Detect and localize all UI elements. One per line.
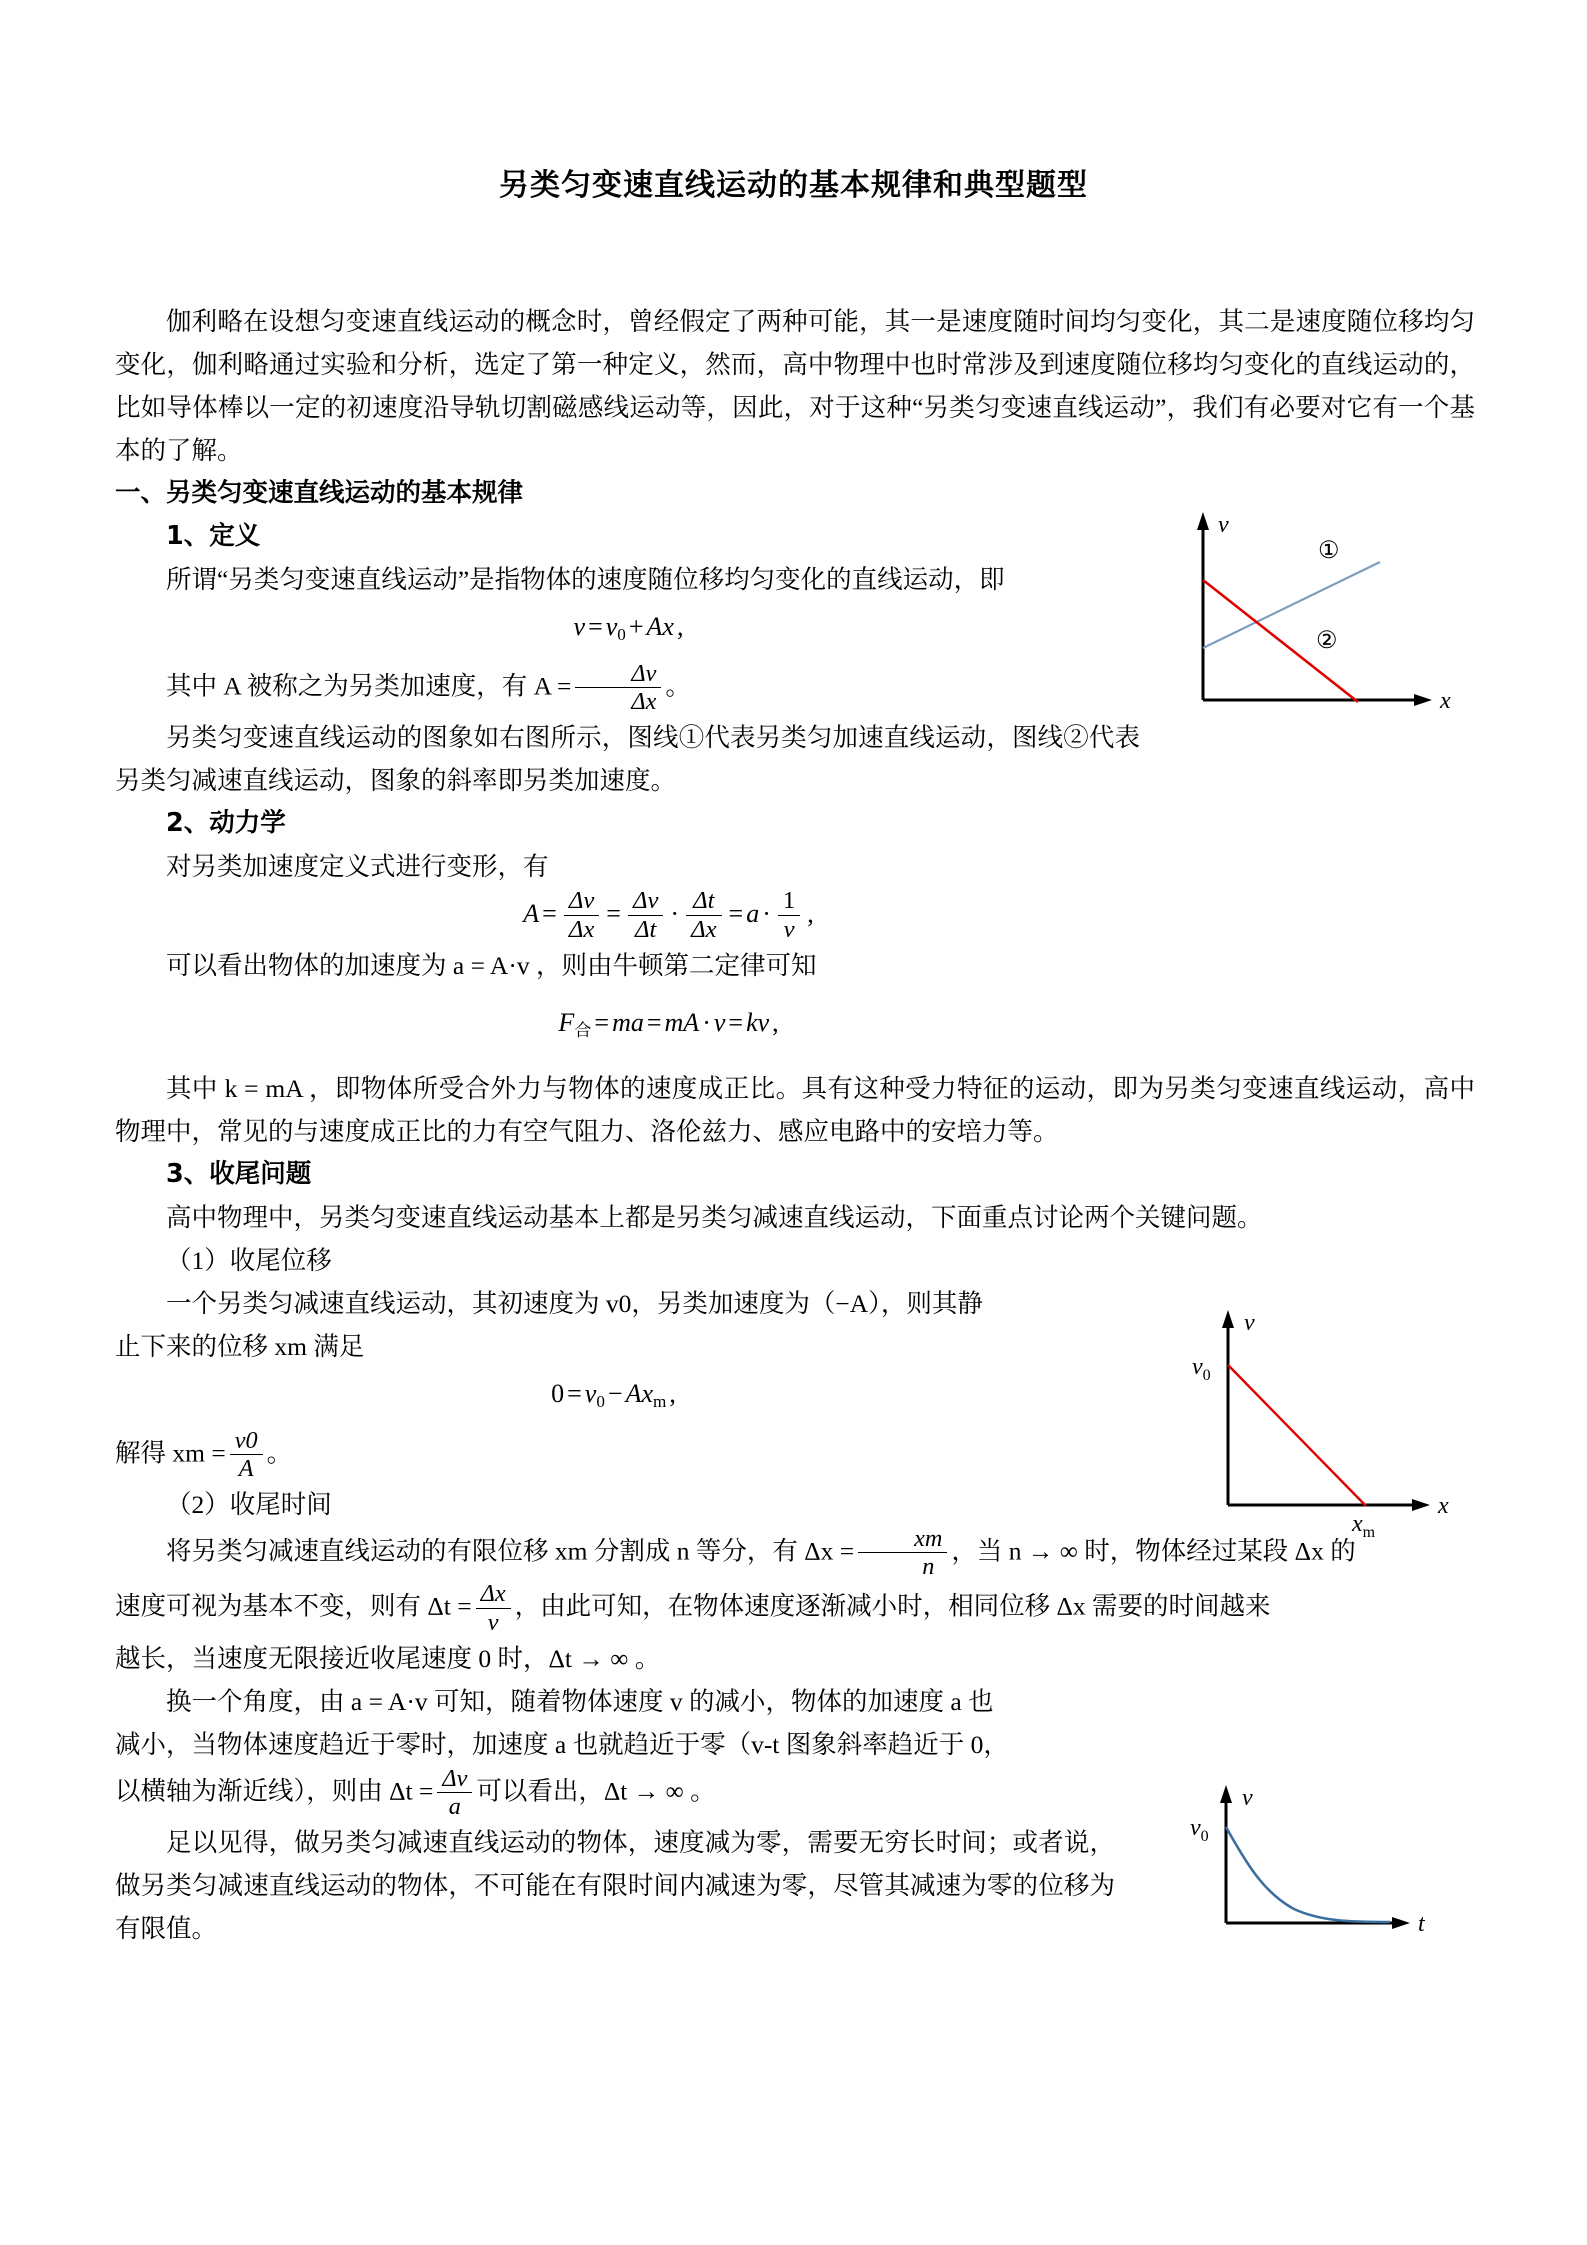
dt-text-a: 速度可视为基本不变，则有 Δt =	[115, 1591, 472, 1621]
fig2-x-axis-label: x	[1438, 1493, 1449, 1519]
fig2-y-intercept-label: $v_0$	[1192, 1354, 1211, 1384]
split-frac-numerator: xm	[914, 1525, 943, 1553]
k-paragraph: 其中 k = mA ，即物体所受合外力与物体的速度成正比。具有这种受力特征的运动，即为另类匀变速直线运动，高中物理中，常见的与速度成正比的力有空气阻力、洛伦兹力、感应电路中的安培力等。	[115, 1074, 1475, 1147]
fig1-label-curve-1: ①	[1318, 538, 1340, 564]
definition-paragraph: 所谓“另类匀变速直线运动”是指物体的速度随位移均匀变化的直线运动，即	[166, 565, 1005, 594]
equation-definition: $v = v_0 + Ax$ ,	[573, 612, 684, 644]
graph-description-paragraph: 另类匀变速直线运动的图象如右图所示，图线①代表另类匀加速直线运动，图线②代表另类匀减速直线运动，图象的斜率即另类加速度。	[115, 723, 1140, 796]
angle-text-d: 可以看出，Δt → ∞ 。	[476, 1776, 716, 1806]
figure-1-svg	[1168, 500, 1458, 714]
fig3-curve	[1226, 1827, 1390, 1922]
fig1-y-arrow	[1197, 512, 1209, 530]
fig2-x-arrow	[1412, 1499, 1430, 1511]
newton-lead-text: 可以看出物体的加速度为 a = A·v ，则由牛顿第二定律可知	[166, 951, 817, 981]
subsection-heading-terminal: 3、收尾问题	[166, 1159, 312, 1190]
accel-prefix-text: 其中 A 被称之为另类加速度，有 A =	[166, 671, 572, 701]
angle-frac-denominator: a	[448, 1792, 461, 1820]
frac-delta-v-delta-x	[575, 660, 661, 715]
fig3-y-axis-label: v	[1242, 1785, 1253, 1811]
dt-paragraph-b: 越长，当速度无限接近收尾速度 0 时，Δt → ∞ 。	[115, 1643, 661, 1673]
figure-2-svg	[1168, 1290, 1458, 1541]
frac-delta-v-over-a	[437, 1765, 472, 1820]
terminal-lead-paragraph: 高中物理中，另类匀变速直线运动基本上都是另类匀减速直线运动，下面重点讨论两个关键问题。	[166, 1203, 1263, 1233]
dynamics-lead-paragraph: 对另类加速度定义式进行变形，有	[166, 852, 549, 882]
figure-vx-two-lines	[1168, 500, 1458, 714]
accel-frac-denominator: Δx	[631, 687, 657, 715]
frac-v0-over-A	[230, 1427, 263, 1482]
fig3-x-arrow	[1392, 1917, 1410, 1929]
solution-frac-denominator: A	[238, 1455, 254, 1483]
fig1-curve-1	[1203, 562, 1380, 648]
accel-suffix-text: 。	[665, 671, 691, 701]
fig3-y-arrow	[1220, 1785, 1232, 1803]
fig1-x-axis-label: x	[1440, 688, 1451, 714]
fig2-y-axis-label: v	[1244, 1310, 1255, 1336]
fig2-y-arrow	[1222, 1310, 1234, 1328]
newton-lead-paragraph	[115, 944, 1140, 987]
fig1-label-curve-2: ②	[1316, 628, 1338, 654]
fig3-x-axis-label: t	[1418, 1911, 1425, 1937]
figure-vx-deceleration	[1168, 1290, 1458, 1541]
fig1-y-axis-label: v	[1218, 512, 1229, 538]
item1-text-b: 止下来的位移 xm 满足	[115, 1332, 365, 1362]
subsection-heading-dynamics: 2、动力学	[166, 808, 286, 839]
frac-delta-x-over-v	[476, 1580, 511, 1635]
dt-frac-denominator: v	[487, 1608, 499, 1636]
item1-heading: （1）收尾位移	[166, 1246, 332, 1276]
split-text-b: ，当 n → ∞ 时，物体经过某段 Δx 的	[951, 1536, 1356, 1566]
dt-paragraph-a	[115, 1581, 1475, 1636]
angle-text-c: 以横轴为渐近线），则由 Δt =	[115, 1776, 434, 1806]
solution-frac-numerator: v0	[234, 1426, 258, 1454]
split-text-a: 将另类匀减速直线运动的有限位移 xm 分割成 n 等分，有 Δx =	[166, 1536, 855, 1566]
item1-text-a: 一个另类匀减速直线运动，其初速度为 v0，另类加速度为（−A），则其静	[166, 1289, 983, 1319]
item2-heading: （2）收尾时间	[166, 1490, 332, 1520]
split-frac-denominator: n	[922, 1553, 935, 1581]
fig3-y-intercept-label: $v_0$	[1190, 1815, 1209, 1845]
solution-prefix-text: 解得 xm =	[115, 1438, 226, 1468]
intro-paragraph: 伽利略在设想匀变速直线运动的概念时，曾经假定了两种可能，其一是速度随时间均匀变化，其二是速度随位移均匀变化，伽利略通过实验和分析，选定了第一种定义，然而，高中物理中也时常涉及到速度随位移均匀变化的直线运动的，比如导体棒以一定的初速度沿导轨切割磁感线运动等，因此，对于这种“另类匀变速直线运动”，我们有必要对它有一个基本的了解。	[115, 307, 1475, 465]
accel-frac-numerator: Δv	[631, 659, 657, 687]
equation-zero-velocity: $0 = v_0 - Ax_m$ ,	[551, 1379, 676, 1411]
split-paragraph-a	[115, 1526, 1475, 1581]
dt-text-b: ，由此可知，在物体速度逐渐减小时，相同位移 Δx 需要的时间越来	[514, 1591, 1271, 1621]
equation-A-chain: A = $\frac{\Delta v}{\Delta x}$ = $\frac{\Delta v}{\Delta t}$ · $\frac{\Delta t}{\Delta x}$ = a · $\frac{1}{v}$ ,	[523, 887, 814, 943]
fig2-x-intercept-label: $x_m$	[1352, 1511, 1376, 1541]
dt-frac-numerator: Δx	[480, 1580, 506, 1608]
figure-3-svg	[1168, 1775, 1458, 1945]
angle-paragraph-a: 换一个角度，由 a = A·v 可知，随着物体速度 v 的减小，物体的加速度 a 也	[166, 1686, 994, 1716]
page-title: 另类匀变速直线运动的基本规律和典型题型	[499, 168, 1088, 203]
fig1-x-arrow	[1414, 694, 1432, 706]
angle-paragraph-b: 减小，当物体速度趋近于零时，加速度 a 也就趋近于零（v-t 图象斜率趋近于 0，	[115, 1729, 1009, 1759]
subsection-heading-definition: 1、定义	[166, 521, 261, 551]
equation-force: $F_合$ = ma = mA · v = kv ,	[558, 1008, 779, 1041]
angle-frac-numerator: Δv	[442, 1764, 468, 1792]
fig2-curve	[1228, 1365, 1366, 1506]
figure-vt-decay	[1168, 1775, 1458, 1945]
solution-suffix-text: 。	[266, 1438, 293, 1468]
frac-xm-over-n	[858, 1525, 947, 1580]
conclusion-paragraph: 足以见得，做另类匀减速直线运动的物体，速度减为零，需要无穷长时间；或者说，做另类匀减速直线运动的物体，不可能在有限时间内减速为零，尽管其减速为零的位移为有限值。	[115, 1827, 1115, 1943]
section-heading-1: 一、另类匀变速直线运动的基本规律	[115, 478, 524, 508]
